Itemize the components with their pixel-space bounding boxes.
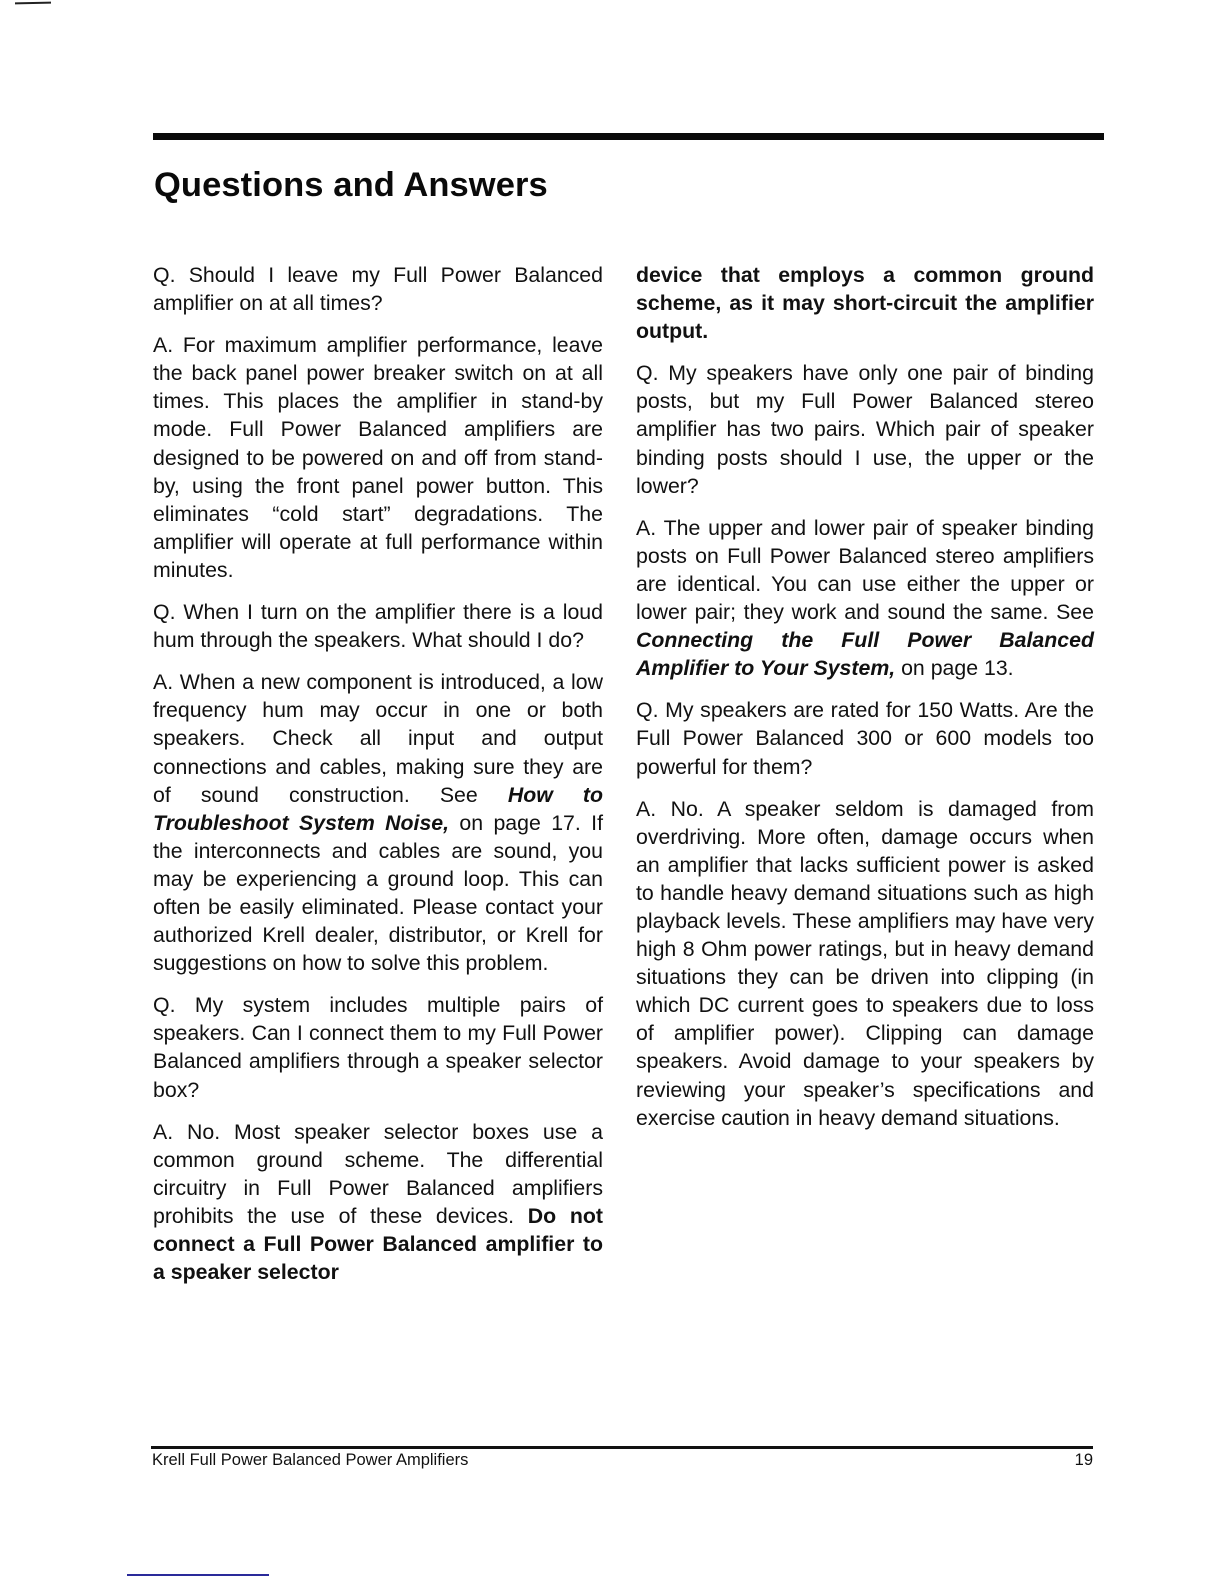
answer-2 bbox=[153, 668, 603, 977]
question-3: Q. My system includes multiple pairs of speakers. Can I connect them to my Full Power Balanced amplifiers through a speaker selector box? bbox=[153, 993, 603, 1102]
scan-artifact-mark bbox=[15, 2, 51, 5]
answer-4-text: A. The upper and lower pair of speaker binding posts on Full Power Balanced stereo amplifiers are identical. You can use either the upper or lower pair; they work and sound the same. See bbox=[636, 515, 1094, 625]
question-1: Q. Should I leave my Full Power Balanced amplifier on at all times? bbox=[153, 263, 603, 316]
left-column bbox=[153, 261, 603, 1300]
right-column bbox=[636, 261, 1094, 1146]
footer-title: Krell Full Power Balanced Power Amplifiers bbox=[152, 1451, 469, 1469]
question-2: Q. When I turn on the amplifier there is a loud hum through the speakers. What should I do? bbox=[153, 600, 603, 653]
page-number: 19 bbox=[1074, 1451, 1093, 1469]
answer-3-text: A. No. Most speaker selector boxes use a common ground scheme. The differential circuitry in Full Power Balanced amplifiers prohibits the use of these devices. bbox=[153, 1119, 603, 1228]
question-4: Q. My speakers have only one pair of binding posts, but my Full Power Balanced stereo amplifier has two pairs. Which pair of speaker binding posts should I use, the upper or the lower? bbox=[636, 361, 1094, 498]
cross-reference-connecting-amplifier: Connecting the Full Power Balanced Amplifier to Your System, bbox=[636, 628, 1094, 681]
answer-5: A. No. A speaker seldom is damaged from overdriving. More often, damage occurs when an amplifier that lacks sufficient power is asked to handle heavy demand situations such as high playback levels. These amplifiers may have very high 8 Ohm power ratings, but in heavy demand situations they can be driven into clipping (in which DC current goes to speakers due to loss of amplifier power). Clipping can damage speakers. Avoid damage to your speakers by reviewing your speaker’s specifications and exercise caution in heavy demand situations. bbox=[636, 796, 1094, 1130]
question-5: Q. My speakers are rated for 150 Watts. Are the Full Power Balanced 300 or 600 models too powerful for them? bbox=[636, 698, 1094, 779]
answer-4-text-cont: on page 13. bbox=[895, 656, 1014, 681]
page-title: Questions and Answers bbox=[154, 166, 548, 204]
answer-1: A. For maximum amplifier performance, leave the back panel power breaker switch on at all times. This places the amplifier in stand-by mode. Full Power Balanced amplifiers are designed to be powered on and off from stand-by, using the front panel power button. This eliminates “cold start” degradations. The amplifier will operate at full performance within minutes. bbox=[153, 333, 603, 582]
answer-2-text-cont: on page 17. If the interconnects and cables are sound, you may be experiencing a ground loop. This can often be easily eliminated. Please contact your authorized Krell dealer, distributor, or Krell for suggestions on how to solve this problem. bbox=[153, 810, 603, 976]
answer-4 bbox=[636, 514, 1094, 683]
warning-text: Do not connect a Full Power Balanced amplifier to a speaker selector bbox=[153, 1203, 603, 1285]
answer-3 bbox=[153, 1118, 603, 1287]
bottom-underline-mark bbox=[127, 1574, 269, 1576]
header-rule bbox=[153, 133, 1104, 140]
cross-reference-troubleshoot-noise: How to Troubleshoot System Noise, bbox=[153, 782, 603, 835]
footer-rule bbox=[151, 1446, 1093, 1449]
answer-2-text: A. When a new component is introduced, a low frequency hum may occur in one or both speakers. Check all input and output connections and cables, making sure they are of sound construction. See bbox=[153, 670, 603, 807]
warning-text-continued: device that employs a common ground scheme, as it may short-circuit the amplifier output. bbox=[636, 263, 1094, 344]
